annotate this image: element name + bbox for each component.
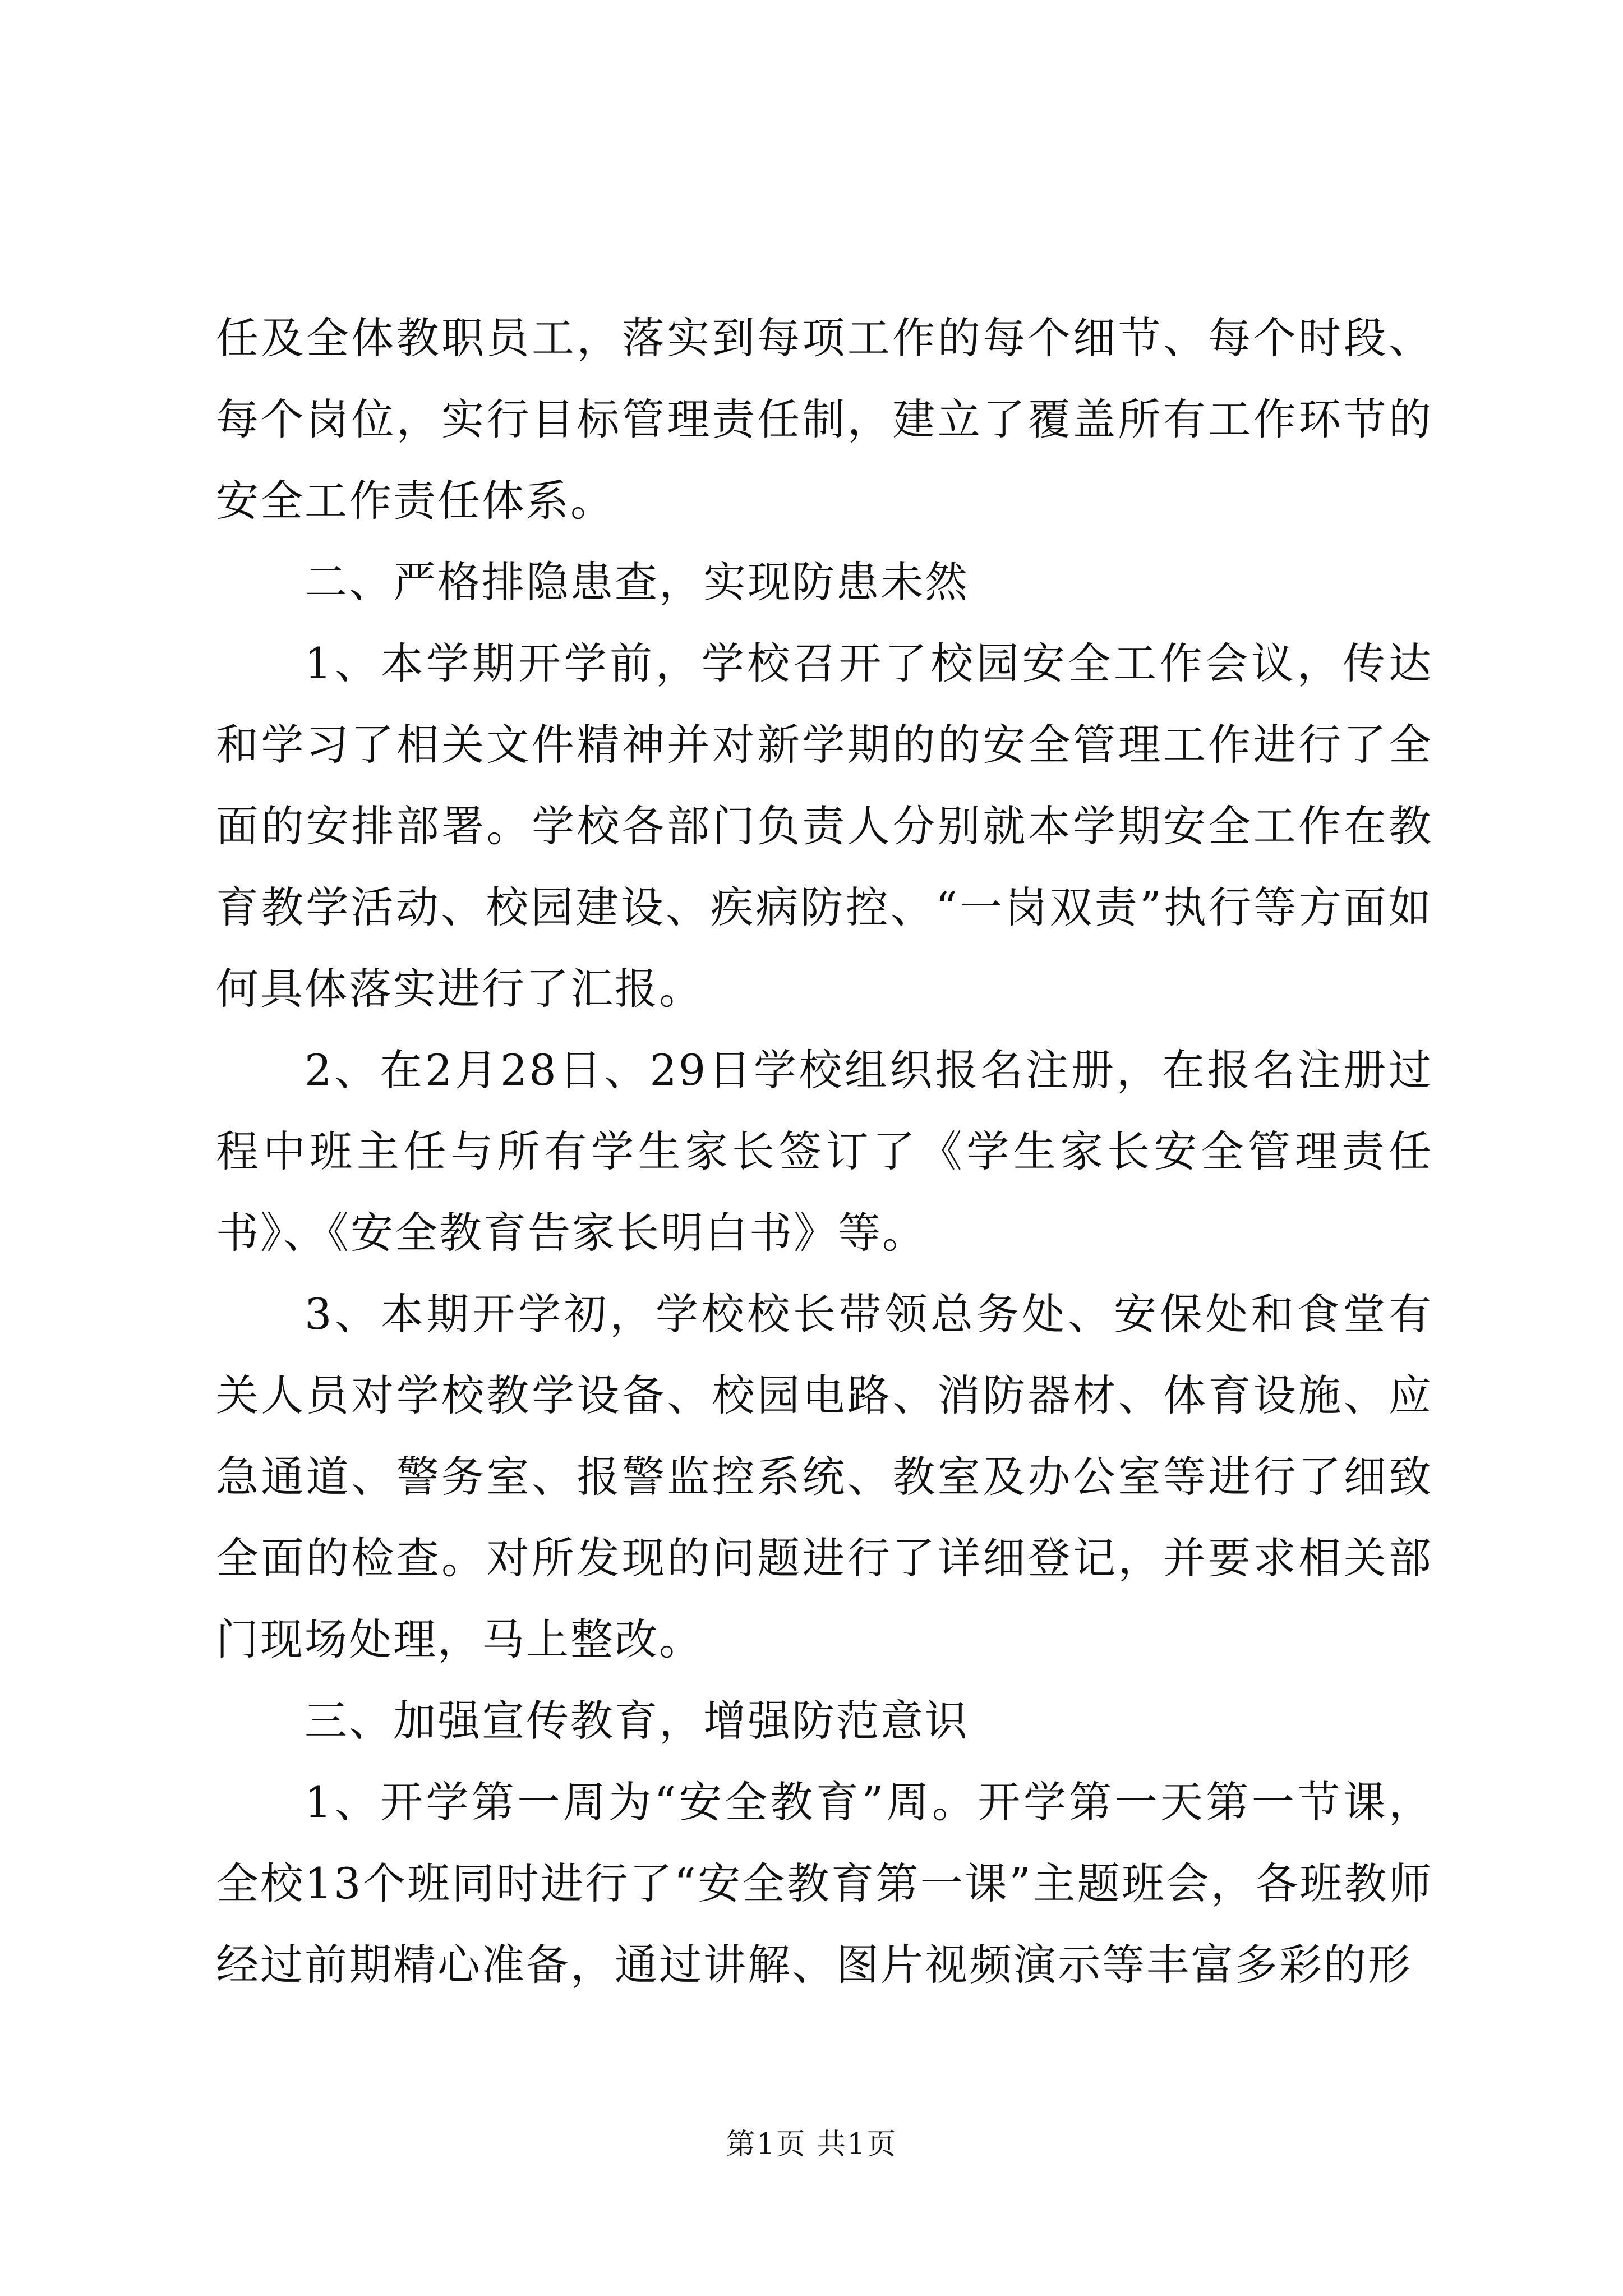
section-heading-safety-education: 三、加强宣传教育，增强防范意识 bbox=[305, 1696, 969, 1746]
document-body bbox=[216, 297, 1433, 2005]
paragraph-safety-meeting: 1、本学期开学前，学校召开了校园安全工作会议，传达和学习了相关文件精神并对新学期的的安全管理工作进行了全面的安排部署。学校各部门负责人分别就本学期安全工作在教育教学活动、校园建设、疾病防控、“一岗双责”执行等方面如何具体落实进行了汇报。 bbox=[216, 638, 1433, 1014]
paragraph-registration: 2、在2月28日、29日学校组织报名注册，在报名注册过程中班主任与所有学生家长签订了《学生家长安全管理责任书》、《安全教育告家长明白书》等。 bbox=[216, 1045, 1433, 1258]
paragraph-responsibility-system: 任及全体教职员工，落实到每项工作的每个细节、每个时段、每个岗位，实行目标管理责任制，建立了覆盖所有工作环节的安全工作责任体系。 bbox=[216, 313, 1433, 526]
page-footer: 第1页 共1页 bbox=[726, 2128, 897, 2161]
section-heading-hazard-inspection: 二、严格排隐患查，实现防患未然 bbox=[305, 557, 969, 607]
paragraph-safety-week: 1、开学第一周为“安全教育”周。开学第一天第一节课，全校13个班同时进行了“安全教育第一课”主题班会，各班教师经过前期精心准备，通过讲解、图片视频演示等丰富多彩的形 bbox=[216, 1777, 1433, 1990]
paragraph-campus-inspection: 3、本期开学初，学校校长带领总务处、安保处和食堂有关人员对学校教学设备、校园电路、消防器材、体育设施、应急通道、警务室、报警监控系统、教室及办公室等进行了细致全面的检查。对所发现的问题进行了详细登记，并要求相关部门现场处理，马上整改。 bbox=[216, 1289, 1433, 1664]
